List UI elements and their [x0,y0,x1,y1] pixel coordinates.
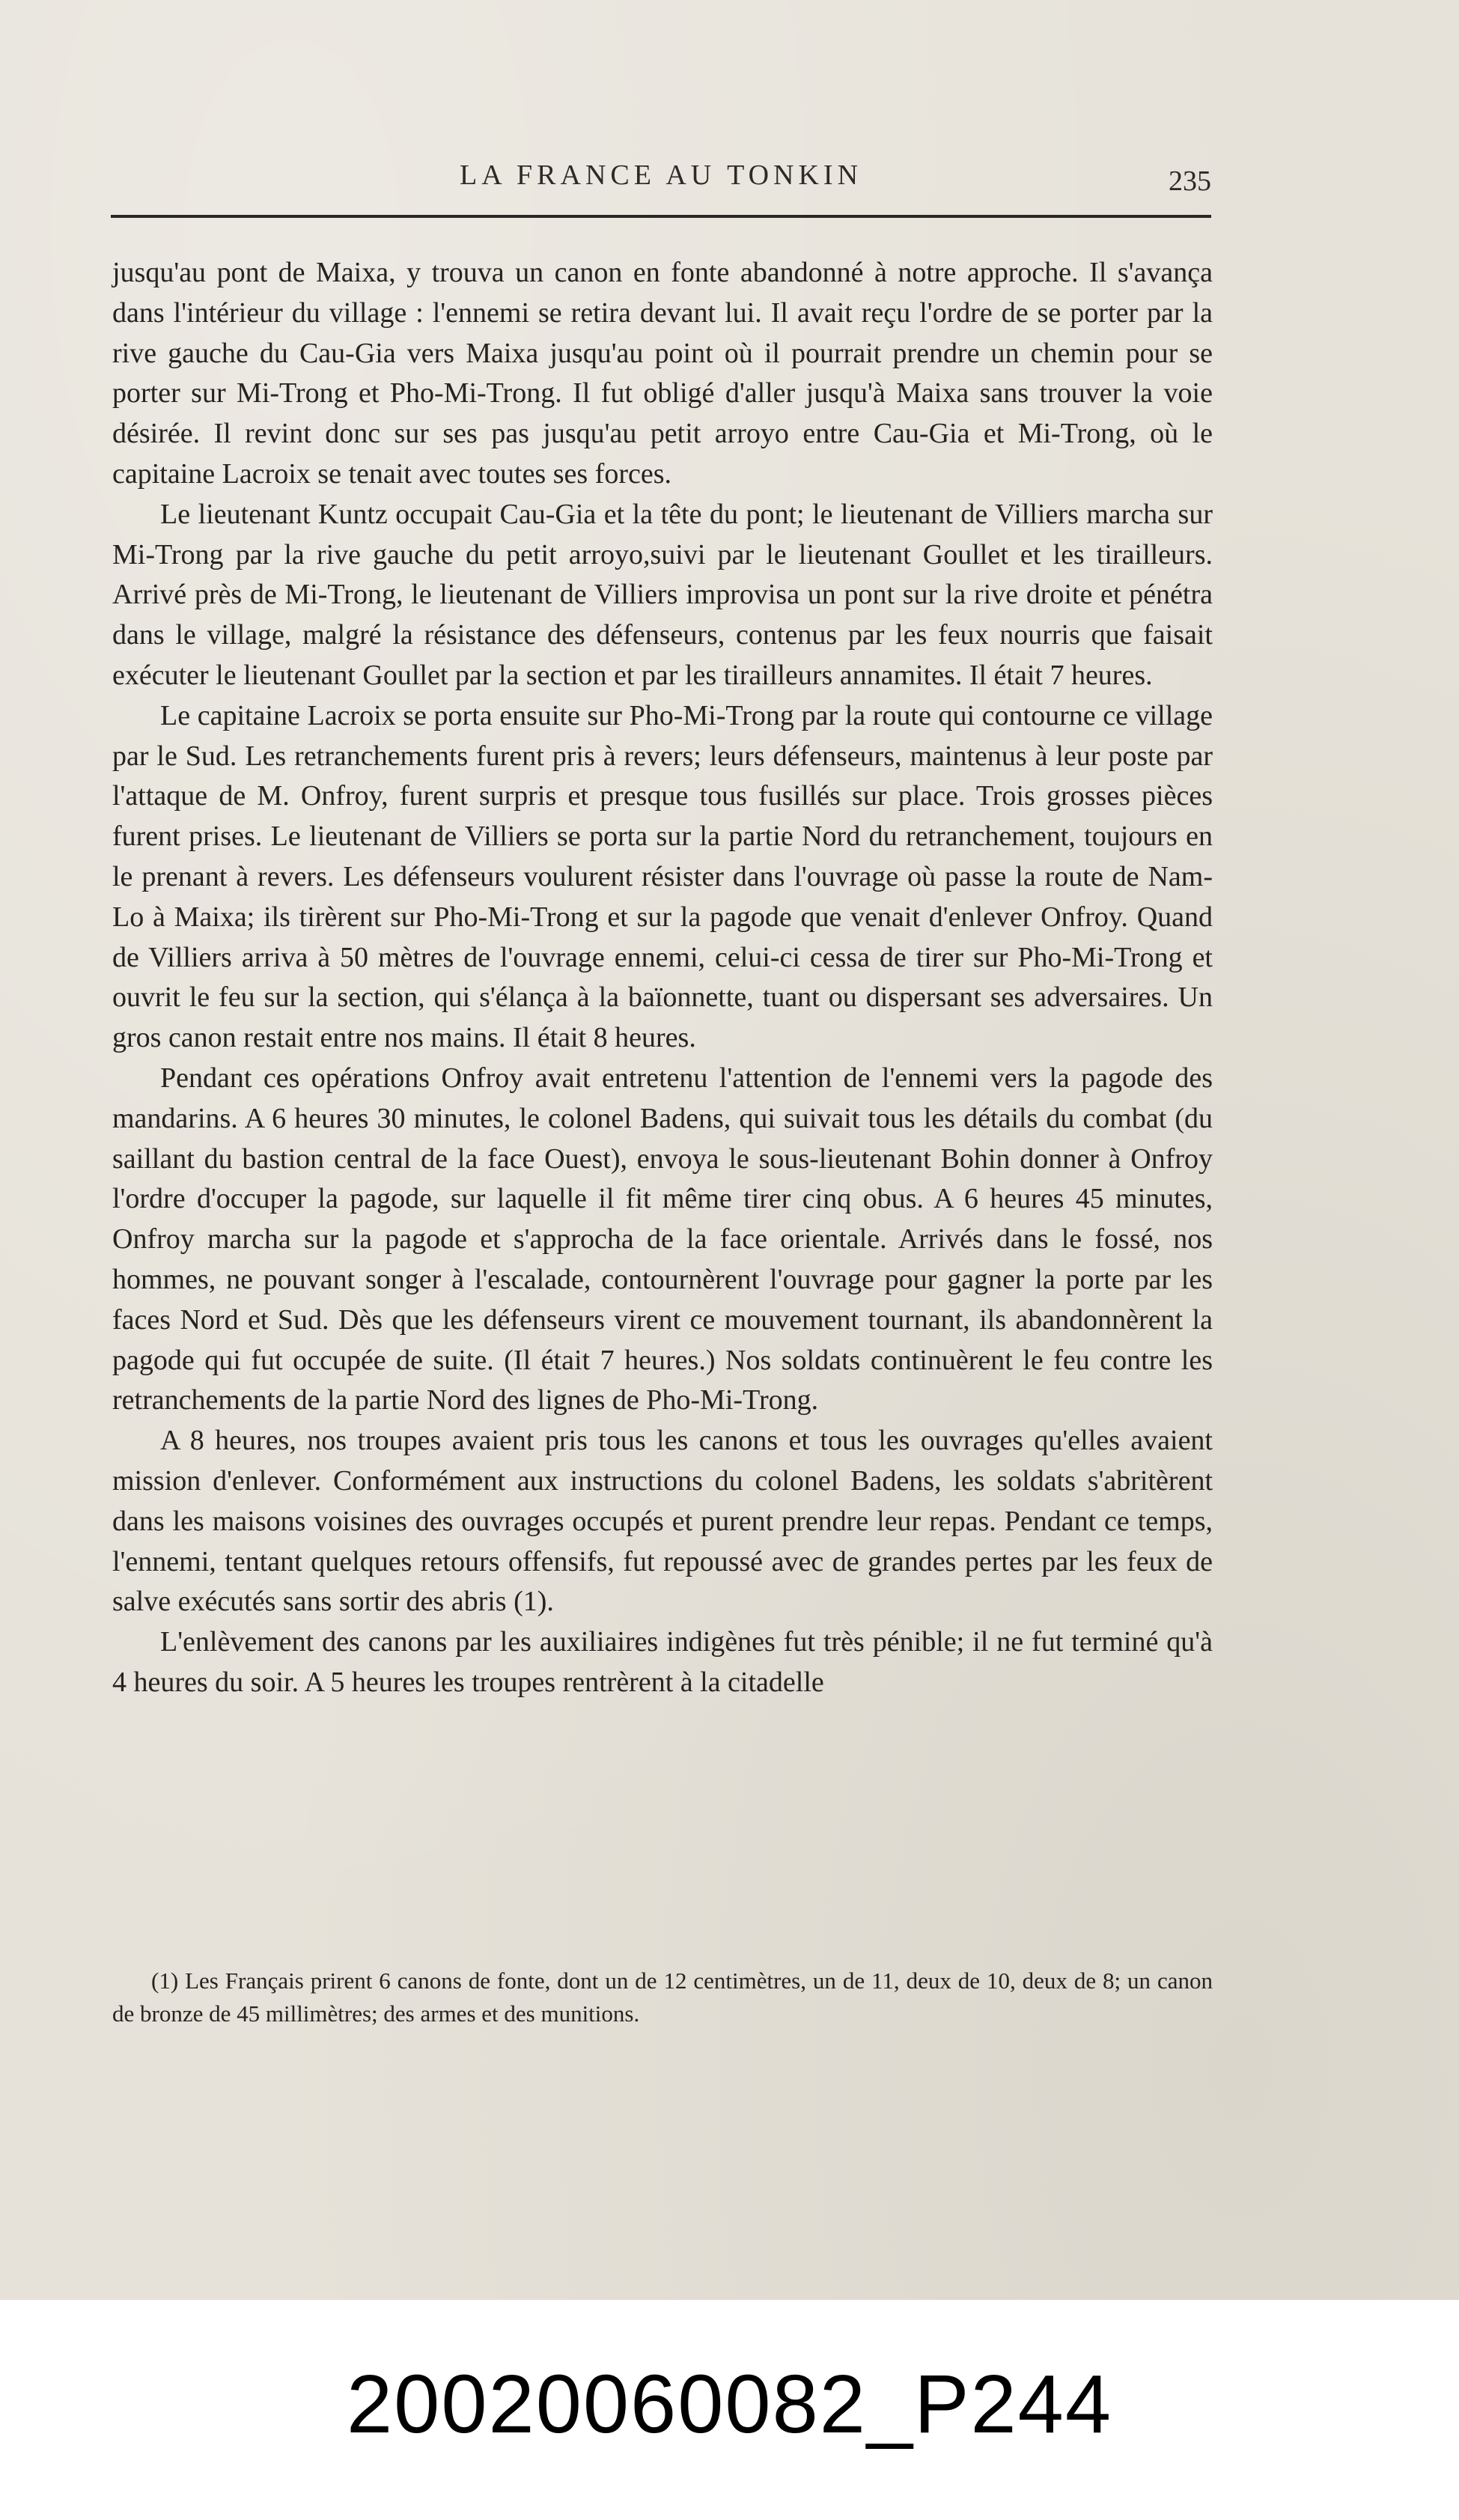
paragraph-1: jusqu'au pont de Maixa, y trouva un canon en fonte abandonné à notre approche. Il s'avança dans l'intérieur du village : l'ennemi se retira devant lui. Il avait reçu l'ordre de se porter par la rive gauche du Cau-Gia vers Maixa jusqu'au point où il pourrait prendre un chemin pour se porter sur Mi-Trong et Pho-Mi-Trong. Il fut obligé d'aller jusqu'à Maixa sans trouver la voie désirée. Il revint donc sur ses pas jusqu'au petit arroyo entre Cau-Gia et Mi-Trong, où le capitaine Lacroix se tenait avec toutes ses forces. [112,257,1213,490]
image-caption: 20020060082_P244 [346,2358,1113,2450]
page-header [111,159,1211,204]
paragraph-6: L'enlèvement des canons par les auxiliaires indigènes fut très pénible; il ne fut terminé qu'à 4 heures du soir. A 5 heures les troupes rentrèrent à la citadelle [112,1626,1213,1698]
running-title: LA FRANCE AU TONKIN [459,159,863,191]
paragraph-2: Le lieutenant Kuntz occupait Cau-Gia et la tête du pont; le lieutenant de Villiers marcha sur Mi-Trong par la rive gauche du petit arroyo,suivi par le lieutenant Goullet et les tirailleurs. Arrivé près de Mi-Trong, le lieutenant de Villiers improvisa un pont sur la rive droite et pénétra dans le village, malgré la résistance des défenseurs, contenus par les feux nourris que faisait exécuter le lieutenant Goullet par la section et par les tirailleurs annamites. Il était 7 heures. [112,498,1213,691]
footnote: (1) Les Français prirent 6 canons de fonte, dont un de 12 centimètres, un de 11, deux de 10, deux de 8; un canon de bronze de 45 millimètres; des armes et des munitions. [112,1967,1213,2027]
page-number: 235 [1169,165,1211,197]
header-rule [111,215,1211,218]
body-text [112,253,1213,1703]
paragraph-4: Pendant ces opérations Onfroy avait entretenu l'attention de l'ennemi vers la pagode des mandarins. A 6 heures 30 minutes, le colonel Badens, qui suivait tous les détails du combat (du saillant du bastion central de la face Ouest), envoya le sous-lieutenant Bohin donner à Onfroy l'ordre d'occuper la pagode, sur laquelle il fit même tirer cinq obus. A 6 heures 45 minutes, Onfroy marcha sur la pagode et s'approcha de la face orientale. Arrivés dans le fossé, nos hommes, ne pouvant songer à l'escalade, contournèrent l'ouvrage pour gagner la porte par les faces Nord et Sud. Dès que les défenseurs virent ce mouvement tournant, ils abandonnèrent la pagode qui fut occupée de suite. (Il était 7 heures.) Nos soldats continuèrent le feu contre les retranchements de la partie Nord des lignes de Pho-Mi-Trong. [112,1062,1213,1416]
paragraph-5: A 8 heures, nos troupes avaient pris tous les canons et tous les ouvrages qu'elles avaient mission d'enlever. Conformément aux instructions du colonel Badens, les soldats s'abritèrent dans les maisons voisines des ouvrages occupés et purent prendre leur repas. Pendant ce temps, l'ennemi, tentant quelques retours offensifs, fut repoussé avec de grandes pertes par les feux de salve exécutés sans sortir des abris (1). [112,1425,1213,1618]
paragraph-3: Le capitaine Lacroix se porta ensuite sur Pho-Mi-Trong par la route qui contourne ce village par le Sud. Les retranchements furent pris à revers; leurs défenseurs, maintenus à leur poste par l'attaque de M. Onfroy, furent surpris et presque tous fusillés sur place. Trois grosses pièces furent prises. Le lieutenant de Villiers se porta sur la partie Nord du retranchement, toujours en le prenant à revers. Les défenseurs voulurent résister dans l'ouvrage où passe la route de Nam-Lo à Maixa; ils tirèrent sur Pho-Mi-Trong et sur la pagode que venait d'enlever Onfroy. Quand de Villiers arriva à 50 mètres de l'ouvrage ennemi, celui-ci cessa de tirer sur Pho-Mi-Trong et ouvrit le feu sur la section, qui s'élança à la baïonnette, tuant ou dispersant ses adversaires. Un gros canon restait entre nos mains. Il était 8 heures. [112,699,1213,1054]
